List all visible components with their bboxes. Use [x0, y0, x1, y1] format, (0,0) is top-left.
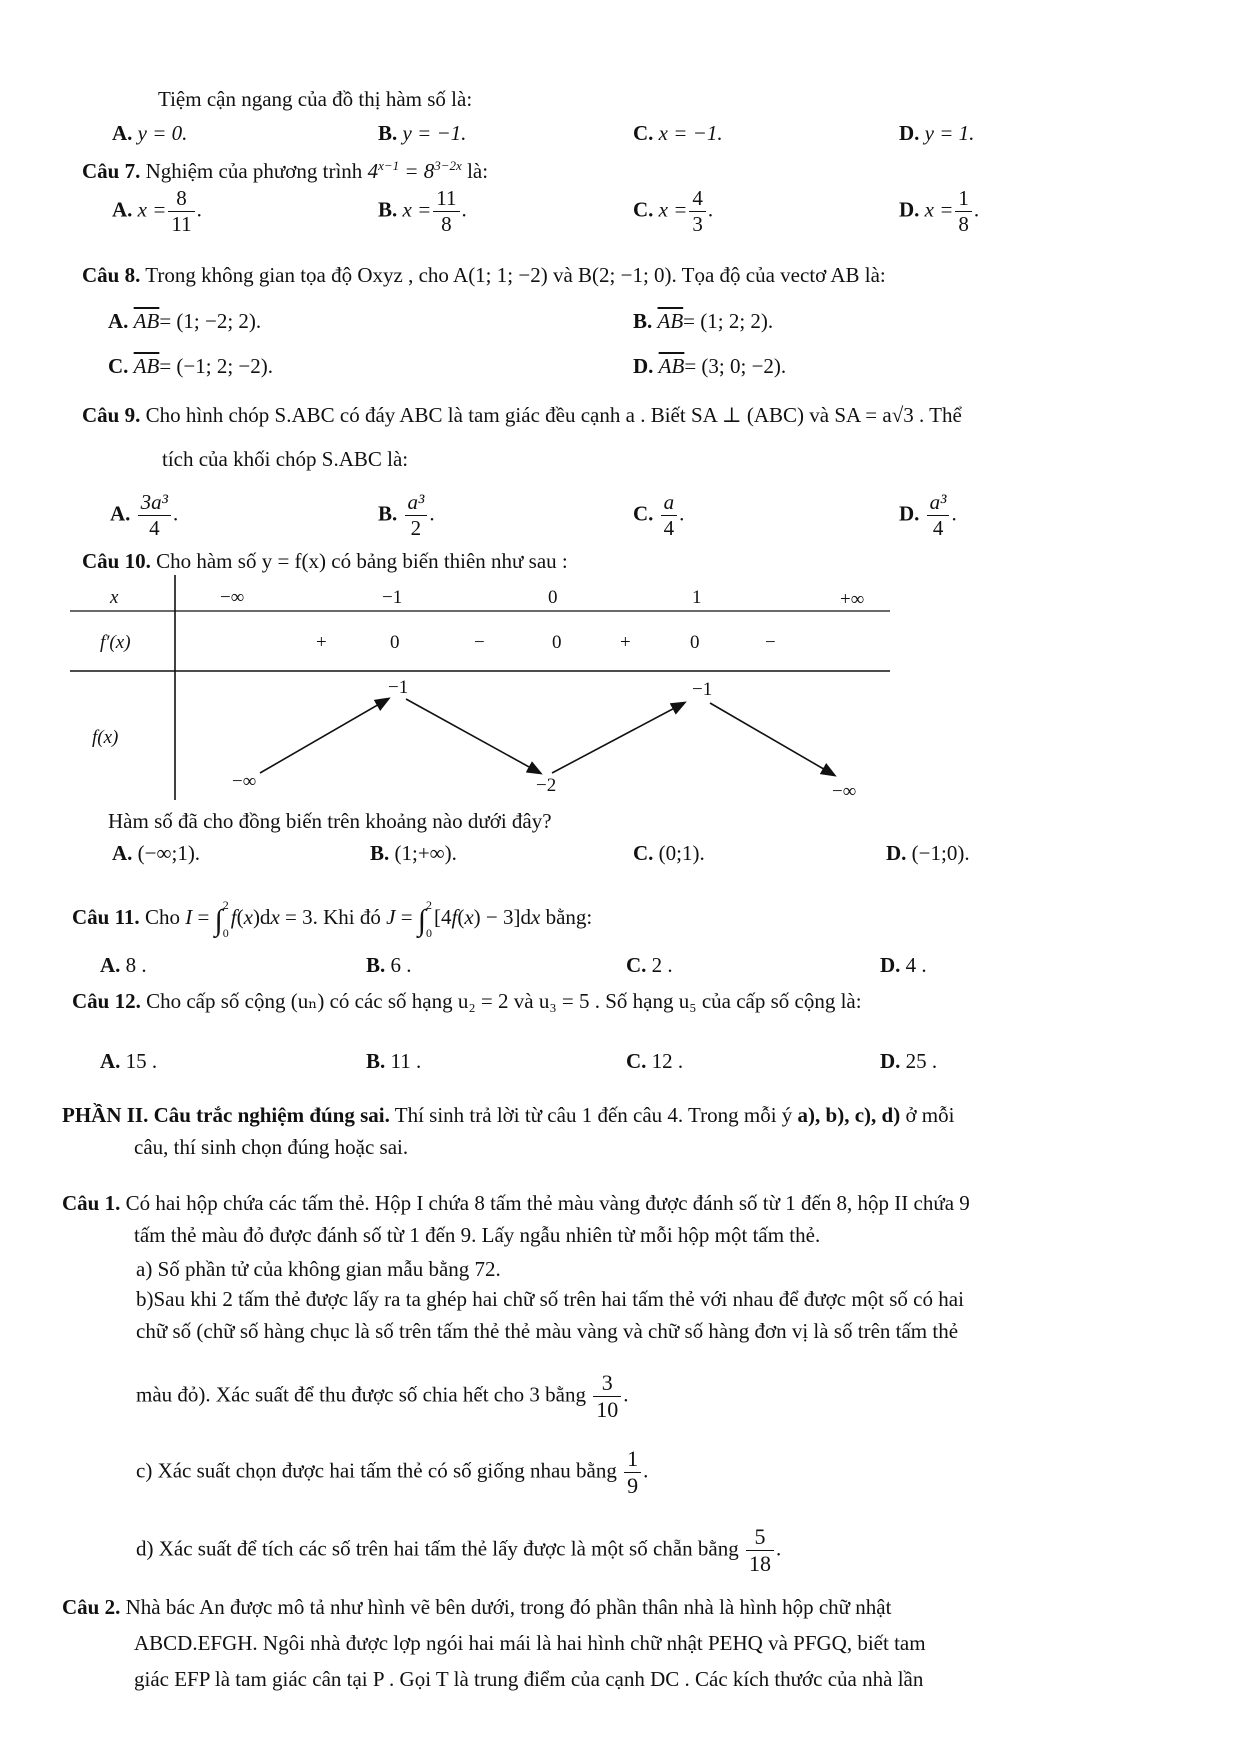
arrow-up-2	[552, 703, 684, 773]
q7-option-a: A. x = $\frac{8}{11}$ .	[112, 186, 202, 236]
q7-option-b: B. x = $\frac{11}{8}$ .	[378, 186, 467, 236]
f-value: −1	[388, 677, 409, 698]
f-value: −∞	[232, 771, 257, 792]
p2q1-item-b-line3: màu đỏ). Xác suất để thu được số chia hết cho 3 bằng $\frac{3}{10}$ .	[136, 1370, 629, 1422]
q12-stem: Câu 12. Cho cấp số cộng (uₙ) có các số hạng u₂ = 2 và u₃ = 5 . Số hạng u₅ của cấp số cộng là:	[72, 989, 862, 1013]
asymptote-option-d: D. y = 1.	[899, 121, 975, 145]
q7-option-c: C. x = $\frac{4}{3}$ .	[633, 186, 714, 236]
q11-option-d: D. 4 .	[880, 953, 927, 977]
asymptote-question-text: Tiệm cận ngang của đồ thị hàm số là:	[158, 87, 473, 111]
q8-stem: Câu 8. Trong không gian tọa độ Oxyz , cho A(1; 1; −2) và B(2; −1; 0). Tọa độ của vectơ AB là:	[82, 263, 886, 287]
x-value: −1	[382, 587, 403, 608]
q8-option-c: C. $\overline{AB}= (-1$; 2; −2).	[108, 354, 274, 378]
q11-option-b: B. 6 .	[366, 953, 412, 977]
arrow-up-1	[260, 699, 388, 773]
fprime-sign: 0	[390, 632, 400, 653]
asymptote-option-a: A. y = 0.	[112, 121, 188, 145]
q12-option-c: C. 12 .	[626, 1049, 684, 1073]
p2q1-item-d: d) Xác suất để tích các số trên hai tấm thẻ lấy được là một số chẵn bằng $\frac{5}{18}$ .	[136, 1524, 782, 1576]
x-value: 1	[692, 587, 702, 608]
q9-option-d: D. $\frac{\text{a³}}{4}$ .	[899, 490, 957, 540]
q11-stem: Câu 11. Cho I = ∫2 0f(x)dx = 3. Khi đó J = ∫2 0[4f(x) − 3]dx bằng:	[72, 898, 593, 940]
q8-option-b: B. $\overline{AB}= (1$; 2; 2).	[633, 309, 774, 333]
q10-option-c: C. (0;1).	[633, 841, 705, 865]
p2q1-item-a: a) Số phần tử của không gian mẫu bằng 72.	[136, 1257, 501, 1281]
q7-option-d: D. x = $\frac{1}{8}$ .	[899, 186, 980, 236]
q10-option-d: D. (−1;0).	[886, 841, 970, 865]
fprime-sign: −	[474, 632, 485, 653]
q12-option-d: D. 25 .	[880, 1049, 938, 1073]
q12-option-b: B. 11 .	[366, 1049, 422, 1073]
q11-option-c: C. 2 .	[626, 953, 673, 977]
q9-option-a: A. $\frac{\text{3a³}}{4}$ .	[110, 490, 179, 540]
p2q1-stem-line2: tấm thẻ màu đỏ được đánh số từ 1 đến 9. Lấy ngẫu nhiên từ mỗi hộp một tấm thẻ.	[134, 1223, 821, 1247]
q10-question: Hàm số đã cho đồng biến trên khoảng nào dưới đây?	[108, 809, 552, 833]
q9-stem-line1: Câu 9. Cho hình chóp S.ABC có đáy ABC là tam giác đều cạnh a . Biết SA ⊥ (ABC) và SA = a√3 . Thể	[82, 403, 962, 427]
q12-option-a: A. 15 .	[100, 1049, 158, 1073]
q10-option-b: B. (1;+∞).	[370, 841, 457, 865]
arrow-down-2	[710, 703, 834, 775]
x-row-label: x	[110, 587, 119, 608]
fprime-sign: 0	[690, 632, 700, 653]
q9-stem-line2: tích của khối chóp S.ABC là:	[162, 447, 409, 471]
p2q1-item-b-line1: b)Sau khi 2 tấm thẻ được lấy ra ta ghép hai chữ số trên hai tấm thẻ với nhau để được một số có hai	[136, 1287, 964, 1311]
f-value: −∞	[832, 781, 857, 802]
part2-heading: PHẦN II. Câu trắc nghiệm đúng sai. Thí sinh trả lời từ câu 1 đến câu 4. Trong mỗi ý a), b), c), d) ở mỗi	[62, 1103, 955, 1127]
q8-option-a: A. $\overline{AB}= (1$; −2; 2).	[108, 309, 262, 333]
fprime-sign: +	[316, 632, 327, 653]
part2-heading-line2: câu, thí sinh chọn đúng hoặc sai.	[134, 1135, 409, 1159]
p2q2-stem-line2: ABCD.EFGH. Ngôi nhà được lợp ngói hai mái là hai hình chữ nhật PEHQ và PFGQ, biết tam	[134, 1631, 926, 1655]
arrow-down-1	[406, 699, 540, 773]
variation-table	[70, 575, 910, 805]
q10-stem: Câu 10. Cho hàm số y = f(x) có bảng biến thiên như sau :	[82, 549, 568, 573]
fprime-sign: −	[765, 632, 776, 653]
q7-stem: Câu 7. Nghiệm của phương trình $4^{x-1} = 8^{3-2x}$ là:	[82, 158, 489, 183]
asymptote-option-b: B. y = −1.	[378, 121, 467, 145]
p2q1-item-c: c) Xác suất chọn được hai tấm thẻ có số giống nhau bằng $\frac{1}{9}$ .	[136, 1446, 649, 1498]
p2q1-item-b-line2: chữ số (chữ số hàng chục là số trên tấm thẻ thẻ màu vàng và chữ số hàng đơn vị là số trên tấm thẻ	[136, 1319, 959, 1343]
fprime-sign: 0	[552, 632, 562, 653]
p2q1-stem-line1: Câu 1. Có hai hộp chứa các tấm thẻ. Hộp I chứa 8 tấm thẻ màu vàng được đánh số từ 1 đến 8, hộp II chứa 9	[62, 1191, 970, 1215]
q9-option-b: B. $\frac{\text{a³}}{2}$ .	[378, 490, 435, 540]
x-value: −∞	[220, 587, 245, 608]
q9-option-c: C. $\frac{a}{4}$ .	[633, 490, 685, 540]
f-value: −1	[692, 679, 713, 700]
fprime-sign: +	[620, 632, 631, 653]
q10-option-a: A. (−∞;1).	[112, 841, 201, 865]
f-row-label: f(x)	[92, 727, 119, 748]
x-value: +∞	[840, 589, 865, 610]
q8-option-d: D. $\overline{AB}= (3$; 0; −2).	[633, 354, 787, 378]
fprime-row-label: f′(x)	[100, 632, 131, 653]
f-value: −2	[536, 775, 557, 796]
asymptote-option-c: C. x = −1.	[633, 121, 723, 145]
p2q2-stem-line3: giác EFP là tam giác cân tại P . Gọi T là trung điểm của cạnh DC . Các kích thước của nhà lần	[134, 1667, 924, 1691]
x-value: 0	[548, 587, 558, 608]
q11-option-a: A. 8 .	[100, 953, 147, 977]
p2q2-stem-line1: Câu 2. Nhà bác An được mô tả như hình vẽ bên dưới, trong đó phần thân nhà là hình hộp chữ nhật	[62, 1595, 892, 1619]
